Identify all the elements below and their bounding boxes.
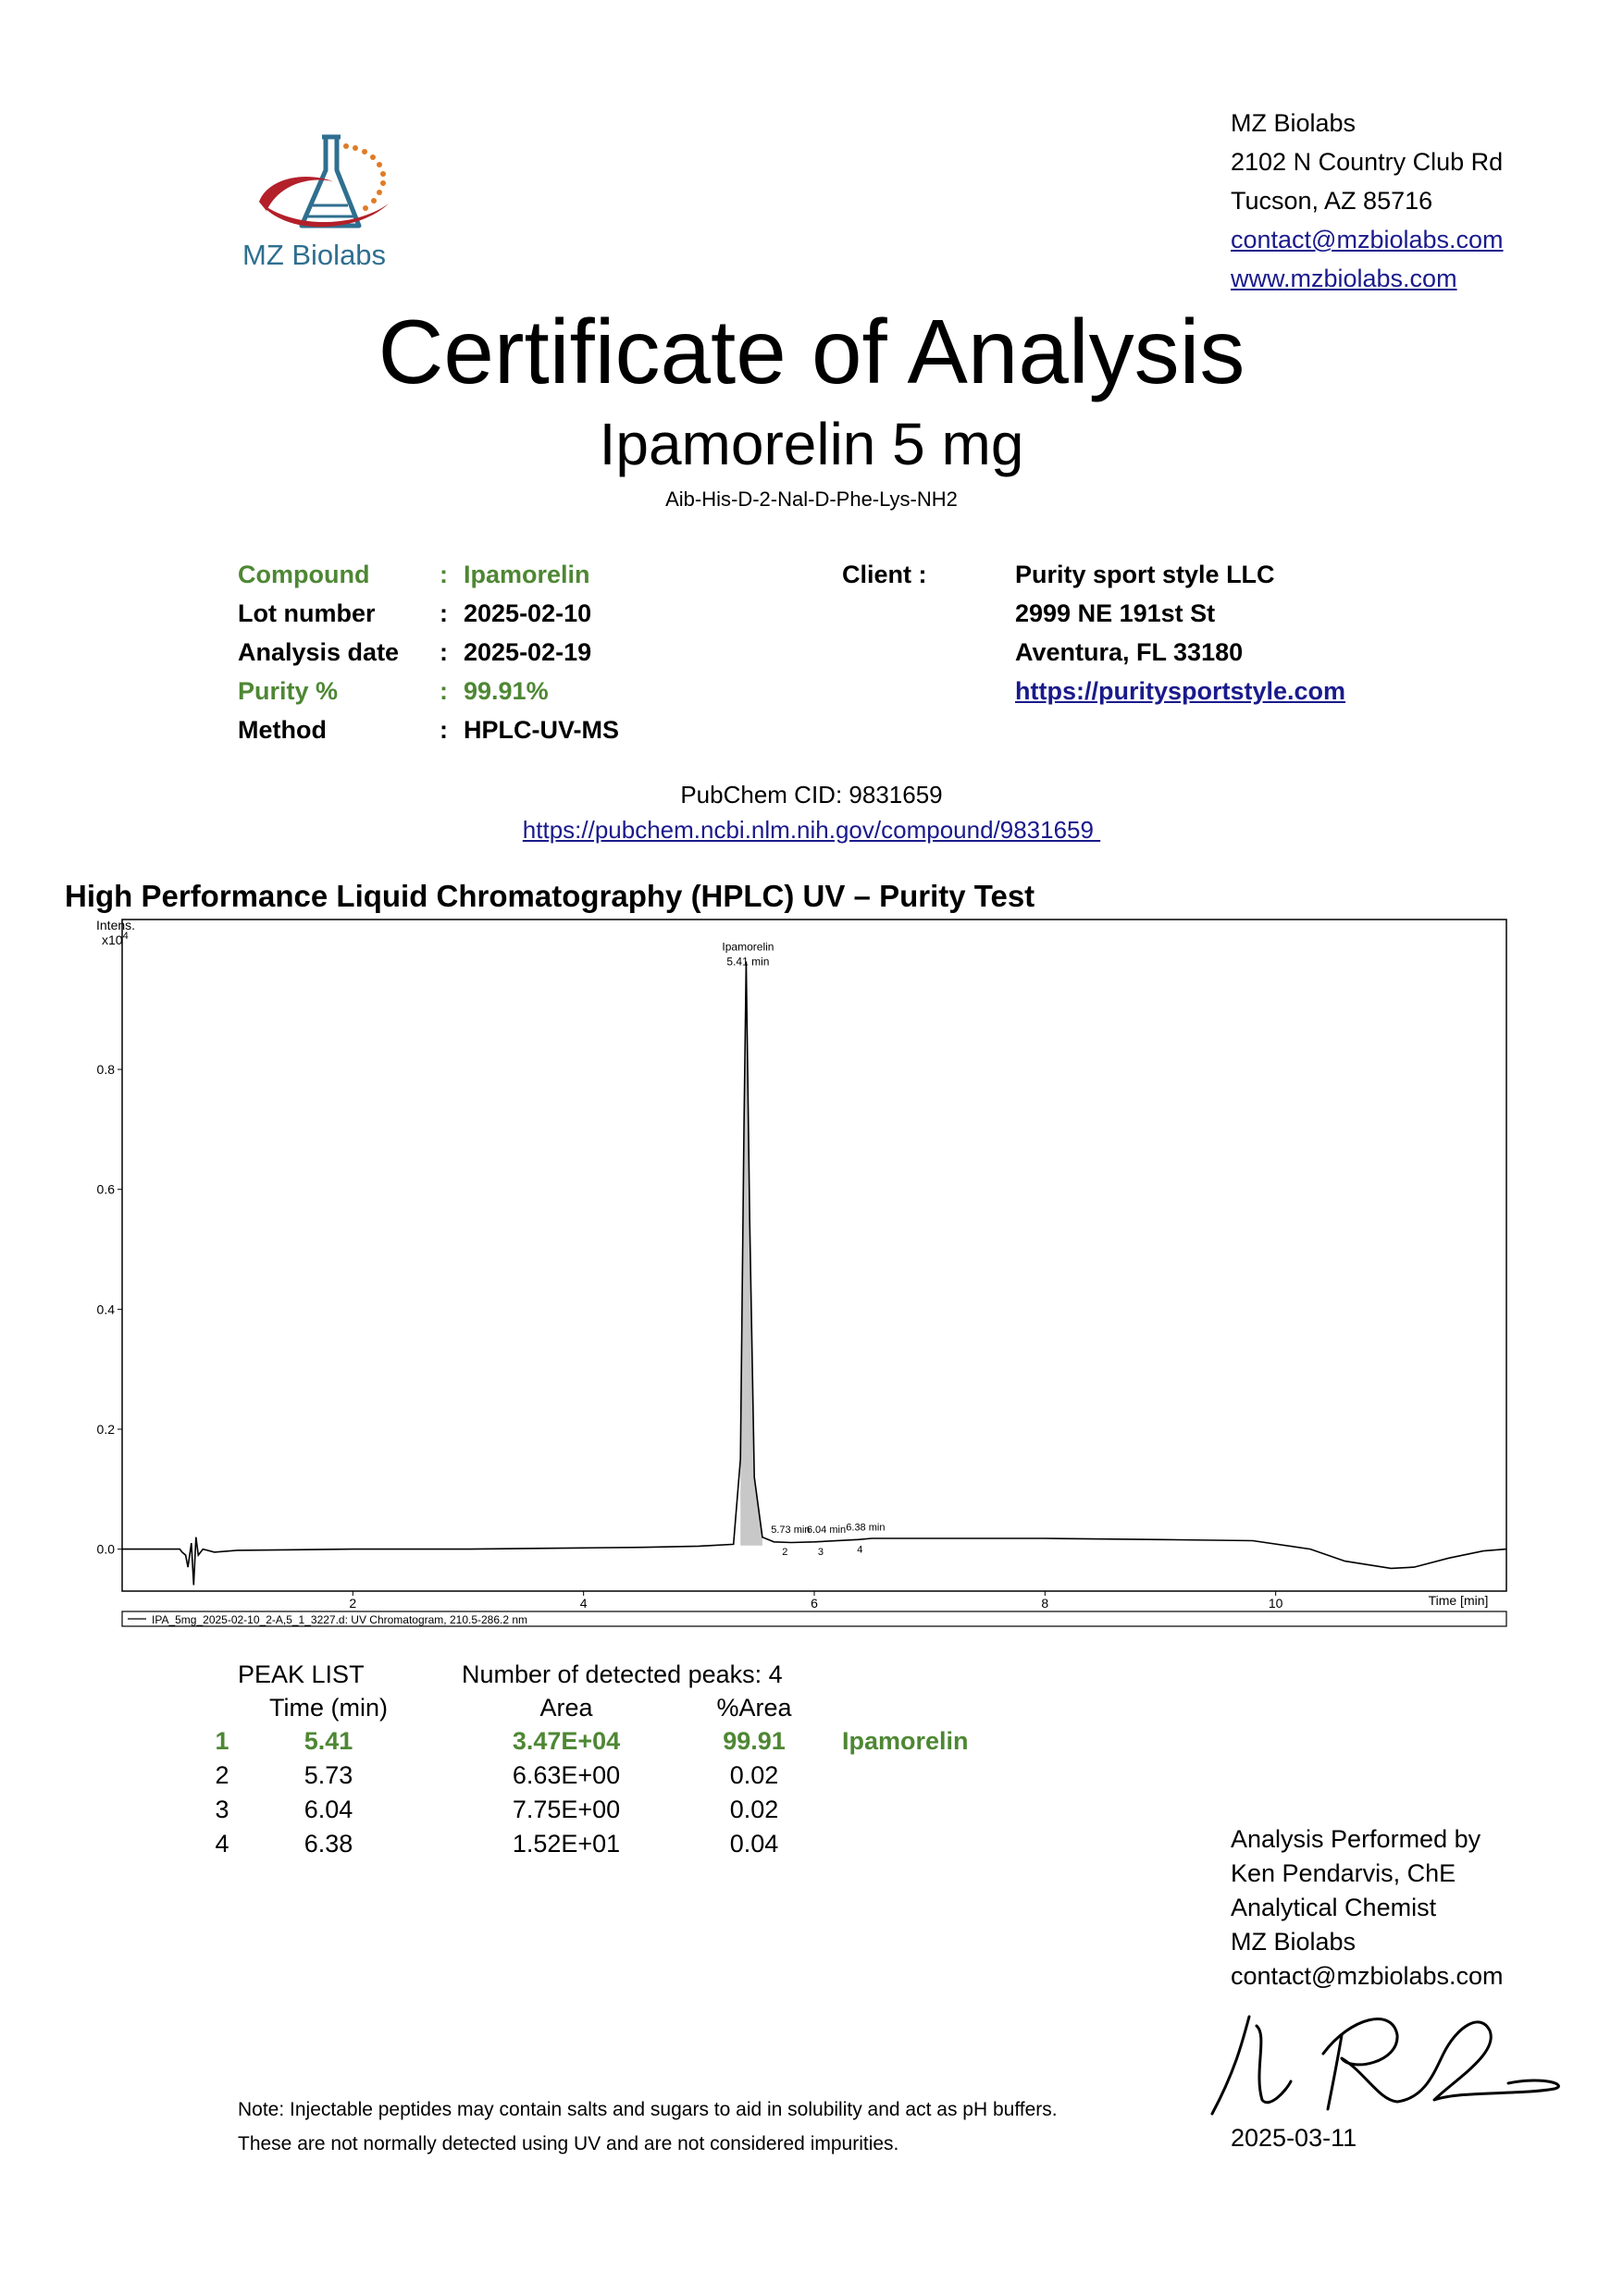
info-colon: :: [440, 677, 448, 705]
product-name: Ipamorelin 5 mg: [599, 411, 1024, 477]
footnote-line: Note: Injectable peptides may contain salts and sugars to aid in solubility and act as pH buffers.: [238, 2099, 1058, 2120]
peak-time: 5.73: [304, 1761, 353, 1789]
info-colon: :: [440, 561, 448, 588]
peak-number: 1: [215, 1727, 229, 1755]
peak-area: 7.75E+00: [512, 1796, 621, 1823]
x-tick-label: 8: [1041, 1596, 1049, 1611]
x-tick-label: 2: [349, 1596, 357, 1611]
analyst-org: MZ Biolabs: [1231, 1928, 1357, 1956]
compound-info-table: [238, 555, 619, 749]
peak-pct-area: 0.02: [729, 1761, 779, 1789]
peak-count: Number of detected peaks: 4: [462, 1660, 783, 1688]
peak-label-time: 6.04 min: [806, 1524, 847, 1536]
info-label: Compound: [238, 561, 370, 588]
analyst-name: Ken Pendarvis, ChE: [1231, 1859, 1456, 1887]
peak-number: 3: [215, 1796, 229, 1823]
y-tick-label: 0.4: [96, 1302, 115, 1317]
analyst-block: [1231, 1822, 1504, 1994]
peak-area: 6.63E+00: [512, 1761, 621, 1789]
footnote-line: These are not normally detected using UV and are not considered impurities.: [238, 2133, 899, 2154]
client-label: Client :: [842, 561, 927, 588]
analyst-email: contact@mzbiolabs.com: [1231, 1962, 1504, 1990]
uv-trace-line: [122, 961, 1506, 1585]
main-peak-fill: [740, 961, 762, 1545]
col-header-area: Area: [539, 1694, 593, 1722]
x-tick-label: 10: [1268, 1596, 1283, 1611]
col-header-pct: %Area: [716, 1694, 792, 1722]
lab-street: 2102 N Country Club Rd: [1231, 148, 1504, 176]
x-axis-label: Time [min]: [1428, 1593, 1489, 1608]
info-label: Purity %: [238, 677, 339, 705]
y-tick-label: 0.8: [96, 1062, 115, 1078]
lab-email-link[interactable]: contact@mzbiolabs.com: [1231, 226, 1504, 253]
info-value: HPLC-UV-MS: [464, 716, 619, 744]
peak-pct-area: 99.91: [723, 1727, 786, 1755]
client-website-link[interactable]: https://puritysportstyle.com: [1015, 677, 1346, 705]
lab-name: MZ Biolabs: [1231, 109, 1357, 137]
signature-date: 2025-03-11: [1231, 2124, 1357, 2152]
lab-address-block: [1231, 104, 1504, 298]
legend-text: IPA_5mg_2025-02-10_2-A,5_1_3227.d: UV Chromatogram, 210.5-286.2 nm: [152, 1613, 528, 1626]
analyst-line: Analysis Performed by: [1231, 1825, 1481, 1853]
info-label: Method: [238, 716, 327, 744]
lab-website-link[interactable]: www.mzbiolabs.com: [1231, 265, 1457, 292]
peak-pct-area: 0.04: [729, 1830, 779, 1858]
y-tick-label: 0.6: [96, 1181, 115, 1197]
document-title: Certificate of Analysis: [378, 301, 1245, 402]
logo-wordmark: MZ Biolabs: [242, 239, 387, 271]
analyst-title: Analytical Chemist: [1231, 1894, 1437, 1921]
peak-area: 3.47E+04: [512, 1727, 621, 1755]
plot-frame: [122, 920, 1506, 1591]
peak-label-number: 3: [817, 1546, 824, 1558]
info-colon: :: [440, 716, 448, 744]
handwritten-signature: [1203, 1998, 1573, 2118]
info-value: 99.91%: [464, 677, 549, 705]
peak-time: 6.04: [304, 1796, 353, 1823]
y-axis-label: Intens.: [96, 918, 136, 932]
peak-label-number: 4: [857, 1544, 863, 1556]
info-value: Ipamorelin: [464, 561, 590, 588]
peak-label-time: 5.73 min: [771, 1524, 811, 1536]
info-colon: :: [440, 638, 448, 666]
client-city: Aventura, FL 33180: [1015, 638, 1244, 666]
peak-area: 1.52E+01: [512, 1830, 621, 1858]
y-tick-label: 0.0: [96, 1541, 115, 1557]
x-tick-label: 4: [579, 1596, 588, 1611]
pubchem-link[interactable]: https://pubchem.ncbi.nlm.nih.gov/compound/9831659: [522, 816, 1101, 844]
peak-label-number: 2: [782, 1546, 788, 1558]
info-value: 2025-02-10: [464, 599, 592, 627]
peak-name: Ipamorelin: [842, 1727, 969, 1755]
peptide-sequence: Aib-His-D-2-Nal-D-Phe-Lys-NH2: [665, 488, 958, 511]
info-label: Lot number: [238, 599, 376, 627]
peak-time: 5.41: [304, 1727, 353, 1755]
table-row: [0, 1727, 1623, 1761]
info-row-purity: [238, 672, 619, 710]
y-axis-scale: $x10^4$: [102, 931, 129, 947]
peak-list-title: PEAK LIST: [238, 1660, 365, 1688]
info-colon: :: [440, 599, 448, 627]
peak-label-name: Ipamorelin: [722, 940, 774, 954]
pubchem-cid: PubChem CID: 9831659: [680, 781, 943, 809]
peak-label-time: 5.41 min: [726, 955, 770, 969]
y-tick-label: 0.2: [96, 1421, 115, 1437]
info-row-compound: [238, 555, 619, 594]
client-name: Purity sport style LLC: [1015, 561, 1275, 588]
info-row-lot: [238, 594, 619, 633]
info-row-method: [238, 710, 619, 749]
peak-number: 2: [215, 1761, 229, 1789]
hplc-chromatogram: [70, 916, 1514, 1628]
peak-label-time: 6.38 min: [846, 1522, 886, 1534]
peak-number: 4: [215, 1830, 229, 1858]
pubchem-block: [0, 777, 1623, 847]
x-tick-label: 6: [811, 1596, 818, 1611]
info-row-date: [238, 633, 619, 672]
info-value: 2025-02-19: [464, 638, 592, 666]
footnote: [238, 2092, 1058, 2161]
client-address-block: [1015, 555, 1345, 710]
table-row: [0, 1761, 1623, 1796]
col-header-time: Time (min): [269, 1694, 388, 1722]
client-street: 2999 NE 191st St: [1015, 599, 1216, 627]
hplc-section-title: High Performance Liquid Chromatography (HPLC) UV – Purity Test: [65, 879, 1035, 913]
info-label: Analysis date: [238, 638, 400, 666]
peak-pct-area: 0.02: [729, 1796, 779, 1823]
peak-time: 6.38: [304, 1830, 353, 1858]
lab-city: Tucson, AZ 85716: [1231, 187, 1433, 215]
